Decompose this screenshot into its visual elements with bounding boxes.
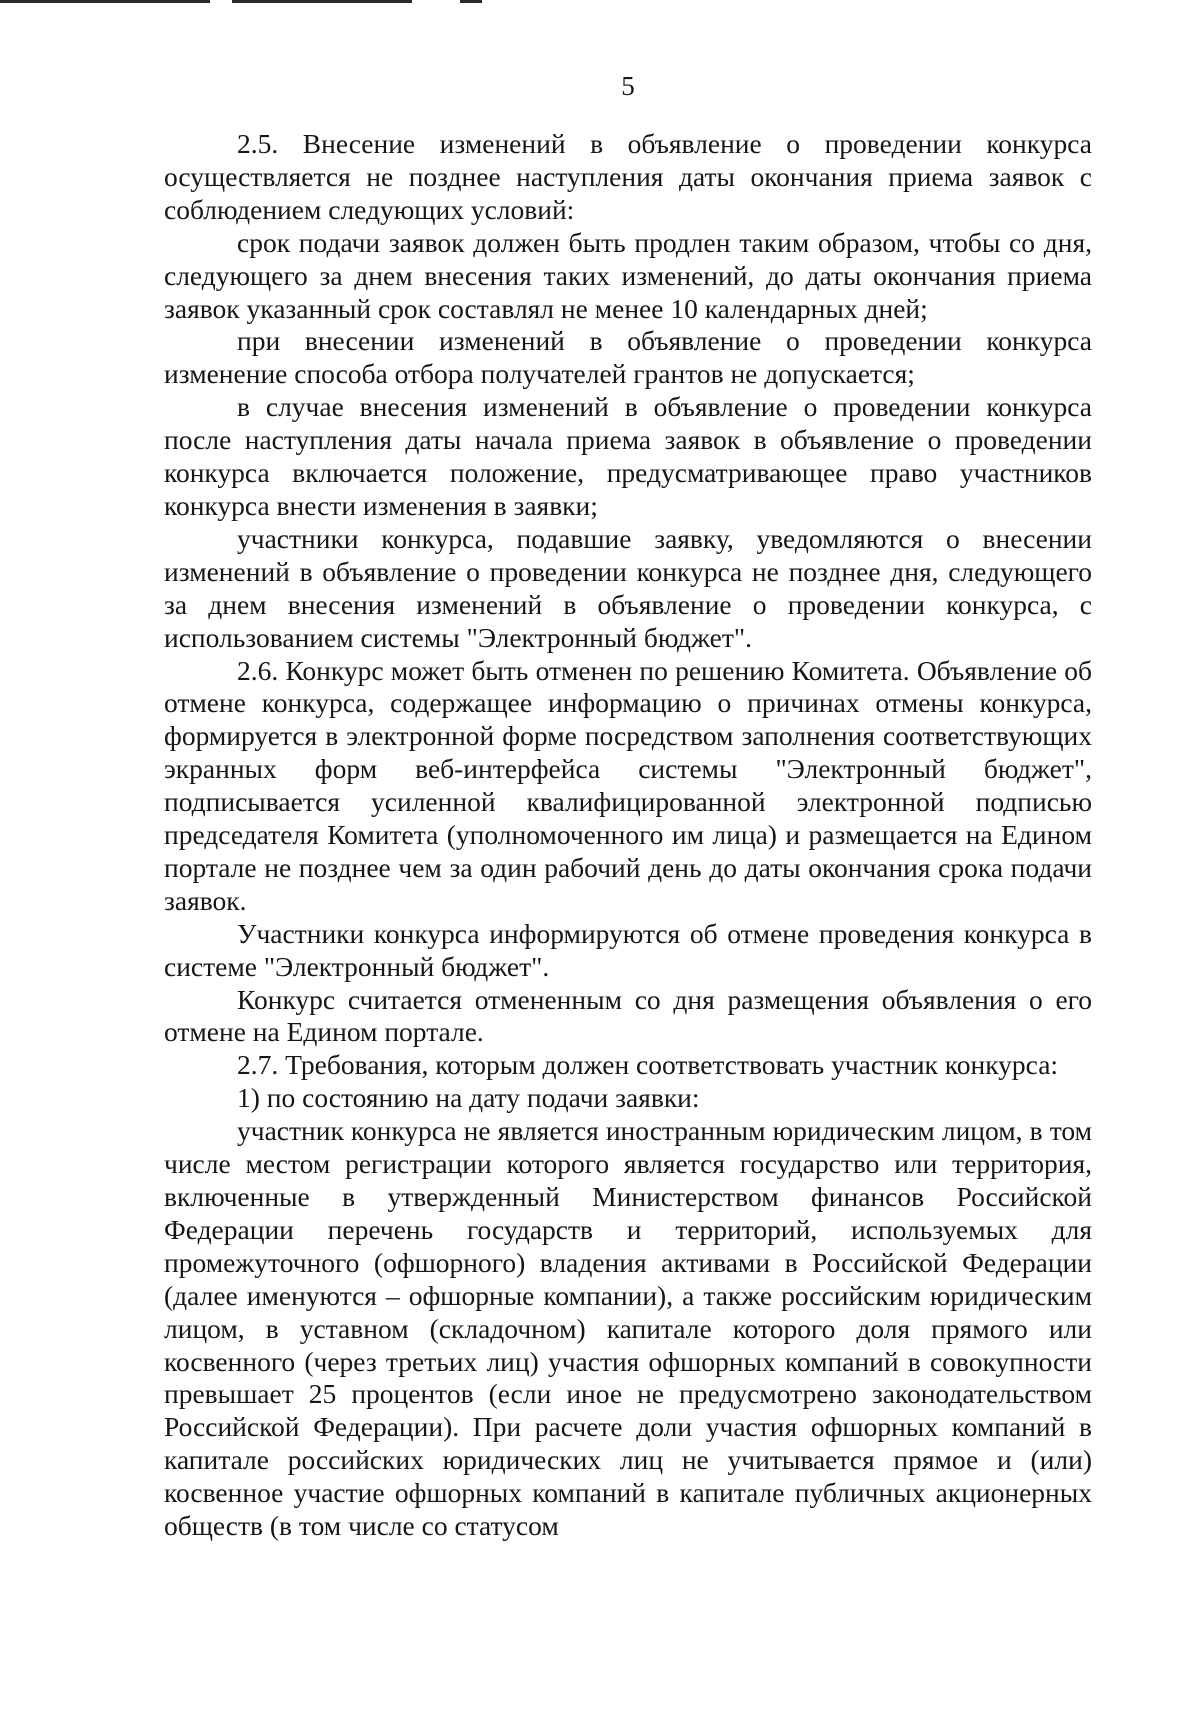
document-body [164,128,1092,1543]
scan-edge-line-1 [0,0,210,3]
paragraph-2-6: 2.6. Конкурс может быть отменен по решению Комитета. Объявление об отмене конкурса, содержащее информацию о причинах отмены конкурса, формируется в электронной форме посредством заполнения соответствующих экранных форм веб-интерфейса системы "Электронный бюджет", подписывается усиленной квалифицированной электронной подписью председателя Комитета (уполномоченного им лица) и размещается на Едином портале не позднее чем за один рабочий день до даты окончания срока подачи заявок. [164,654,1092,916]
paragraph-participants-notified: участники конкурса, подавшие заявку, уведомляются о внесении изменений в объявление о проведении конкурса не позднее дня, следующего за днем внесения изменений в объявление о проведении конкурса, с использованием системы "Электронный бюджет". [164,522,1092,653]
paragraph-2-7: 2.7. Требования, которым должен соответствовать участник конкурса: [237,1049,1059,1081]
paragraph-changes-after-start: в случае внесения изменений в объявление о проведении конкурса после наступления даты начала приема заявок в объявление о проведении конкурса включается положение, предусматривающее право участников конкурса внести изменения в заявки; [164,391,1092,521]
paragraph-cancellation-effective: Конкурс считается отмененным со дня размещения объявления о его отмене на Едином портале. [164,983,1092,1048]
paragraph-deadline-extension: срок подачи заявок должен быть продлен таким образом, чтобы со дня, следующего за днем внесения таких изменений, до даты окончания приема заявок указанный срок составлял не менее 10 календарных дней; [164,226,1092,324]
paragraph-cancellation-info: Участники конкурса информируются об отмене проведения конкурса в системе "Электронный бюджет". [164,917,1092,982]
paragraph-offshore-requirement: участник конкурса не является иностранным юридическим лицом, в том числе местом регистрации которого является государство или территория, включенные в утвержденный Министерством финансов Российской Федерации перечень государств и территорий, используемых для промежуточного (офшорного) владения активами в Российской Федерации (далее именуются – офшорные компании), а также российским юридическим лицом, в уставном (складочном) капитале которого доля прямого или косвенного (через третьих лиц) участия офшорных компаний в совокупности превышает 25 процентов (если иное не предусмотрено законодательством Российской Федерации). При расчете доли участия офшорных компаний в капитале российских юридических лиц не учитывается прямое и (или) косвенное участие офшорных компаний в капитале публичных акционерных обществ (в том числе со статусом [164,1115,1092,1542]
paragraph-2-5: 2.5. Внесение изменений в объявление о проведении конкурса осуществляется не позднее наступления даты окончания приема заявок с соблюдением следующих условий: [164,128,1092,225]
scan-edge-line-2 [232,0,412,3]
paragraph-item-1: 1) по состоянию на дату подачи заявки: [237,1082,700,1114]
paragraph-selection-method: при внесении изменений в объявление о проведении конкурса изменение способа отбора получателей грантов не допускается; [164,325,1092,390]
page-number: 5 [621,71,635,101]
scan-edge-line-3 [460,0,482,3]
